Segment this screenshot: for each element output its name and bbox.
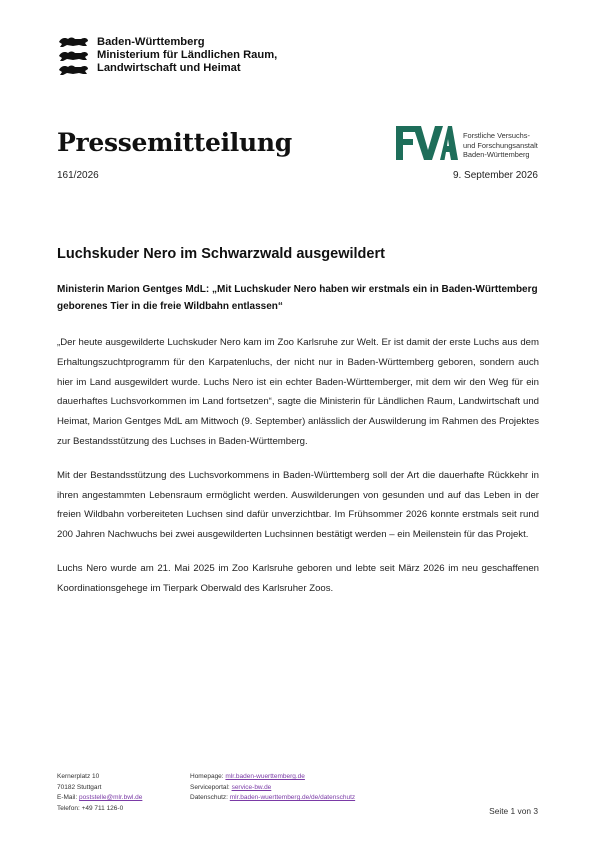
footer-privacy-row (190, 793, 450, 804)
fva-logo-mark-icon (396, 126, 458, 160)
ministry-line: Landwirtschaft und Heimat (97, 62, 241, 75)
body-paragraph: Luchs Nero wurde am 21. Mai 2025 im Zoo Karlsruhe geboren und lebte seit März 2026 im neu geschaffenen Koordinationsgehege im Tierpark Oberwald des Karlsruher Zoos. (57, 562, 539, 594)
fva-line: Baden-Württemberg (463, 150, 530, 160)
body-paragraph: „Der heute ausgewilderte Luchskuder Nero kam im Zoo Karlsruhe zur Welt. Er ist damit der erste Luchs aus dem Erhaltungszuchtprogramm für den Karpatenluchs, der nicht nur in Baden-Württemberg geboren, sondern auch hier im Land ausgewildert wurde. Luchs Nero ist ein echter Baden-Württemberger, mit dem wir den Weg für ein dauerhaftes Luchsvorkommen im Land fortsetzen“, sagte die Ministerin für Ländlichen Raum, Landwirtschaft und Heimat, Marion Gentges MdL am Mittwoch (9. September) anlässlich der Auswilderung im Rahmen des Projektes zur Bestandsstützung des Luchses in Baden-Württemberg. (57, 337, 539, 447)
footer-homepage-label: Homepage: (190, 773, 224, 780)
footer-privacy-label: Datenschutz: (190, 794, 228, 801)
footer-homepage-row (190, 772, 450, 783)
footer-street: Kernerplatz 10 (57, 773, 100, 780)
fva-line: Forstliche Versuchs- (463, 131, 530, 140)
subheadline: Ministerin Marion Gentges MdL: „Mit Luchskuder Nero haben wir erstmals ein in Baden-Württemberg geborenes Tier in die freie Wildbahn entlassen“ (57, 284, 538, 312)
press-release-date: 9. September 2026 (452, 170, 538, 181)
footer-privacy-link[interactable]: mlr.baden-wuerttemberg.de/de/datenschutz (229, 794, 356, 801)
lions-coat-of-arms-icon (57, 36, 90, 76)
footer-homepage-link[interactable]: mlr.baden-wuerttemberg.de (225, 773, 305, 780)
footer-contact (57, 772, 187, 814)
ministry-line: Baden-Württemberg (97, 36, 205, 48)
fva-logo (396, 126, 538, 160)
footer-city: 70182 Stuttgart (57, 783, 102, 791)
ministry-line: Ministerium für Ländlichen Raum, (97, 49, 278, 62)
footer-email-link[interactable]: poststelle@mlr.bwl.de (79, 794, 143, 801)
ministry-logo (57, 36, 277, 76)
footer-service-row (190, 783, 450, 794)
body-paragraph: Mit der Bestandsstützung des Luchsvorkommens in Baden-Württemberg soll der Art die dauerhafte Rückkehr in ihren angestammten Lebensraum ermöglicht werden. Auswilderungen von gesunden und auf das Leben in der freien Wildbahn vorbereiteten Luchsen sind dafür unverzichtbar. Im Frühsommer 2026 konnte erstmals seit rund 200 Jahren Nachwuchs bei zwei ausgewilderten Luchsinnen bestätigt werden – ein Meilenstein für das Projekt. (57, 469, 539, 541)
fva-name (463, 131, 538, 160)
footer-email-row (57, 793, 187, 804)
page-number: Seite 1 von 3 (489, 806, 538, 816)
fva-line: und Forschungsanstalt (463, 140, 538, 150)
headline: Luchskuder Nero im Schwarzwald ausgewildert (57, 246, 385, 262)
body-text (57, 333, 539, 613)
footer-phone: Telefon: +49 711 126-0 (57, 804, 124, 812)
footer-service-link[interactable]: service-bw.de (231, 783, 272, 791)
footer-email-label: E-Mail: (57, 794, 78, 801)
footer-links (190, 772, 450, 804)
press-release-number: 161/2026 (57, 170, 99, 181)
ministry-name (97, 36, 277, 76)
document-title: Pressemitteilung (57, 128, 292, 157)
footer-service-label: Serviceportal: (190, 783, 230, 791)
